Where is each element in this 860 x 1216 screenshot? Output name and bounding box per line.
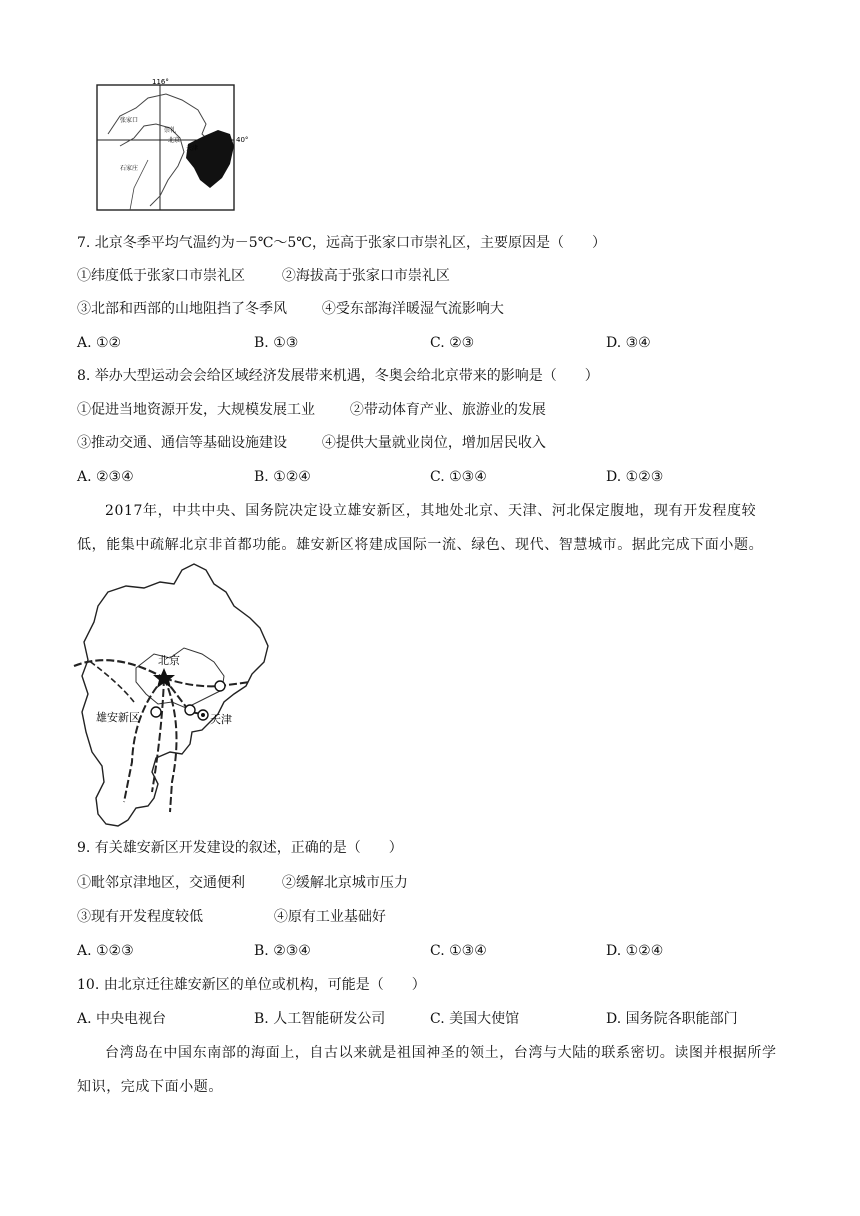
q7-item-2: ②海拔高于张家口市崇礼区 [281, 268, 450, 284]
region-outline [82, 564, 268, 826]
q9-item-4: ④原有工业基础好 [273, 909, 386, 925]
q7-items-row2 [77, 299, 504, 319]
q10-option-a[interactable]: A. 中央电视台 [77, 1011, 167, 1027]
place-zhangjiakou: 张家口 [120, 117, 139, 124]
q8-option-a[interactable]: A. ②③④ [77, 469, 134, 485]
q9-items-row1 [77, 873, 408, 893]
q7-option-a[interactable]: A. ①② [77, 335, 122, 351]
passage-taiwan-text: 台湾岛在中国东南部的海面上，自古以来就是祖国神圣的领土，台湾与大陆的联系密切。读图并根据所学知识，完成下面小题。 [77, 1045, 777, 1095]
q8-stem: 8. 举办大型运动会会给区域经济发展带来机遇，冬奥会给北京带来的影响是（ ） [77, 368, 599, 384]
lat-label: 40° [236, 136, 249, 144]
q9-option-a[interactable]: A. ①②③ [77, 943, 134, 959]
q7-option-d[interactable]: D. ③④ [606, 335, 651, 351]
q9-stem: 9. 有关雄安新区开发建设的叙述，正确的是（ ） [77, 840, 403, 856]
q7-items-row1 [77, 266, 450, 286]
q10-option-c[interactable]: C. 美国大使馆 [430, 1011, 520, 1027]
q9-item-3: ③现有开发程度较低 [77, 909, 203, 925]
railway-6 [164, 678, 250, 686]
place-chongli: 崇礼 [164, 127, 177, 134]
q9-items-row2 [77, 907, 386, 927]
xiongan-circle-icon [151, 707, 161, 717]
place-shijiazhuang: 石家庄 [120, 165, 139, 172]
q9-item-2: ②缓解北京城市压力 [281, 875, 408, 891]
q8-option-b[interactable]: B. ①②④ [254, 469, 311, 485]
railway-4 [164, 678, 177, 812]
passage-xiongan [77, 494, 777, 562]
q10-stem: 10. 由北京迁往雄安新区的单位或机构，可能是（ ） [77, 977, 426, 993]
q10-option-b[interactable]: B. 人工智能研发公司 [254, 1011, 386, 1027]
q8-items-row2 [77, 433, 546, 453]
q8-items-row1 [77, 400, 546, 420]
q9-option-d[interactable]: D. ①②④ [606, 943, 664, 959]
place-tianjin: 天津 [186, 145, 199, 152]
label-xiongan: 雄安新区 [96, 711, 140, 724]
label-beijing: 北京 [158, 654, 180, 667]
q7-item-3: ③北部和西部的山地阻挡了冬季风 [77, 301, 287, 317]
q9-option-b[interactable]: B. ②③④ [254, 943, 311, 959]
shaded-region [186, 130, 234, 188]
map-xiongan [74, 562, 274, 830]
q10-option-d[interactable]: D. 国务院各职能部门 [606, 1011, 738, 1027]
passage-xiongan-text: 2017年，中共中央、国务院决定设立雄安新区，其地处北京、天津、河北保定腹地，现有开发程度较低，能集中疏解北京非首都功能。雄安新区将建成国际一流、绿色、现代、智慧城市。据此完成下面小题。 [77, 503, 764, 553]
q8-item-4: ④提供大量就业岗位，增加居民收入 [321, 435, 546, 451]
railway-1 [74, 660, 164, 678]
q7-item-1: ①纬度低于张家口市崇礼区 [77, 268, 245, 284]
q9-option-c[interactable]: C. ①③④ [430, 943, 487, 959]
city-circle-icon [185, 705, 195, 715]
q8-item-2: ②带动体育产业、旅游业的发展 [349, 402, 546, 418]
q9-item-1: ①毗邻京津地区，交通便利 [77, 875, 245, 891]
q7-option-b[interactable]: B. ①③ [254, 335, 299, 351]
map-beijing-zhangjiakou [90, 76, 249, 214]
q8-option-c[interactable]: C. ①③④ [430, 469, 487, 485]
q8-item-3: ③推动交通、通信等基础设施建设 [77, 435, 287, 451]
city-circle-icon [215, 681, 225, 691]
q8-option-d[interactable]: D. ①②③ [606, 469, 664, 485]
passage-taiwan [77, 1036, 777, 1104]
railway-7 [88, 660, 134, 702]
q7-stem: 7. 北京冬季平均气温约为－5℃～5℃，远高于张家口市崇礼区，主要原因是（ ） [77, 235, 606, 251]
label-tianjin: 天津 [210, 713, 232, 726]
q8-item-1: ①促进当地资源开发，大规模发展工业 [77, 402, 315, 418]
q7-option-c[interactable]: C. ②③ [430, 335, 475, 351]
place-beijing: 北京 [168, 137, 181, 144]
lon-label: 116° [152, 78, 169, 86]
q7-item-4: ④受东部海洋暖湿气流影响大 [321, 301, 504, 317]
